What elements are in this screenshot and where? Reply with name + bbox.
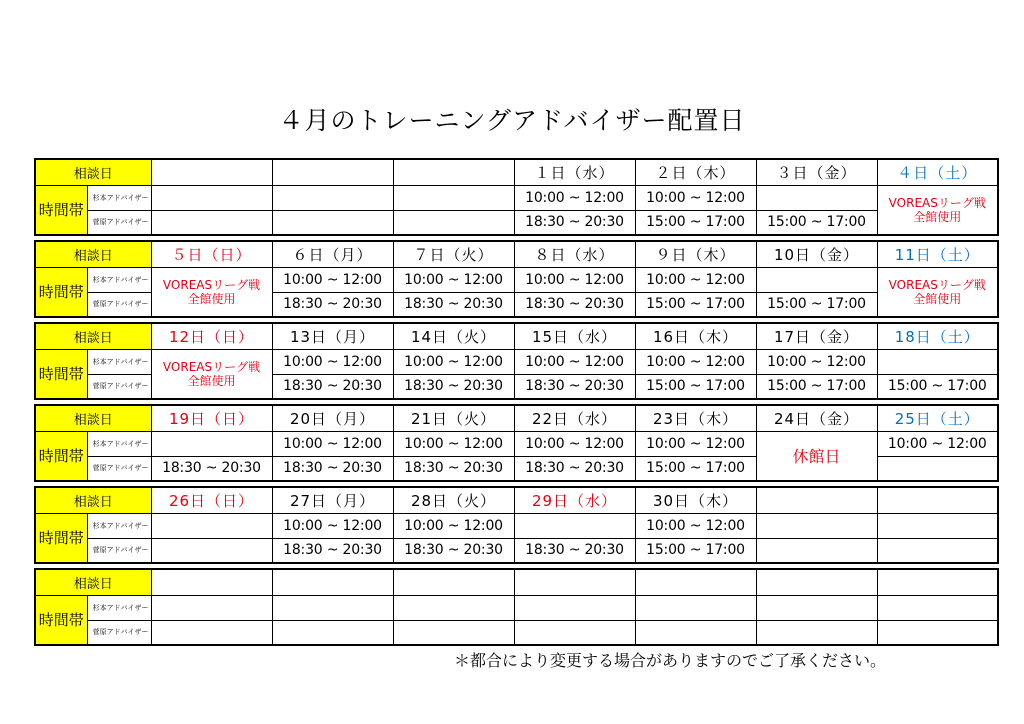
morning-slot xyxy=(272,595,393,620)
event-note xyxy=(877,185,998,235)
evening-slot: 18:30 ~ 20:30 xyxy=(393,374,514,399)
day-date: 17日（金） xyxy=(756,323,877,349)
evening-slot xyxy=(514,620,635,645)
evening-slot: 18:30 ~ 20:30 xyxy=(272,292,393,317)
time-slot-label: 時間帯 xyxy=(35,185,87,235)
day-date: 12日（日） xyxy=(151,323,272,349)
event-note xyxy=(151,349,272,399)
evening-slot xyxy=(393,210,514,235)
evening-slot xyxy=(151,210,272,235)
date-row xyxy=(35,159,998,185)
evening-slot xyxy=(272,210,393,235)
day-date xyxy=(756,487,877,513)
evening-slot: 18:30 ~ 20:30 xyxy=(514,538,635,563)
evening-slot xyxy=(151,538,272,563)
day-date: 13日（月） xyxy=(272,323,393,349)
date-row xyxy=(35,487,998,513)
evening-slot xyxy=(272,620,393,645)
morning-slot xyxy=(877,513,998,538)
event-note-line: VOREASリーグ戦 xyxy=(888,195,986,210)
date-row xyxy=(35,569,998,595)
day-date: 18日（土） xyxy=(877,323,998,349)
day-date xyxy=(272,159,393,185)
day-date xyxy=(151,569,272,595)
evening-slot xyxy=(877,620,998,645)
morning-slot: 10:00 ~ 12:00 xyxy=(393,513,514,538)
morning-slot: 10:00 ~ 12:00 xyxy=(514,349,635,374)
morning-row xyxy=(35,267,998,292)
morning-slot xyxy=(514,513,635,538)
evening-slot: 18:30 ~ 20:30 xyxy=(151,456,272,481)
morning-slot: 10:00 ~ 12:00 xyxy=(272,513,393,538)
day-date: 28日（火） xyxy=(393,487,514,513)
morning-slot xyxy=(877,349,998,374)
morning-row xyxy=(35,185,998,210)
evening-row xyxy=(35,538,998,563)
evening-slot: 18:30 ~ 20:30 xyxy=(514,292,635,317)
morning-slot: 10:00 ~ 12:00 xyxy=(635,185,756,210)
morning-slot xyxy=(514,595,635,620)
day-date: 25日（土） xyxy=(877,405,998,431)
morning-slot: 10:00 ~ 12:00 xyxy=(514,185,635,210)
consult-day-label: 相談日 xyxy=(35,487,151,513)
advisor-morning-label: 杉本アドバイザー xyxy=(87,349,151,374)
day-date: 24日（金） xyxy=(756,405,877,431)
day-date: ７日（火） xyxy=(393,241,514,267)
day-date xyxy=(393,159,514,185)
morning-slot xyxy=(756,513,877,538)
morning-slot xyxy=(877,595,998,620)
morning-slot xyxy=(756,185,877,210)
morning-slot xyxy=(151,513,272,538)
evening-slot: 15:00 ~ 17:00 xyxy=(756,210,877,235)
day-date: ２日（木） xyxy=(635,159,756,185)
evening-slot: 15:00 ~ 17:00 xyxy=(635,292,756,317)
evening-slot: 15:00 ~ 17:00 xyxy=(635,374,756,399)
time-slot-label: 時間帯 xyxy=(35,349,87,399)
event-note-line: VOREASリーグ戦 xyxy=(162,277,261,292)
day-date: 22日（水） xyxy=(514,405,635,431)
day-date: ８日（水） xyxy=(514,241,635,267)
evening-slot: 18:30 ~ 20:30 xyxy=(272,456,393,481)
event-note-line: 全館使用 xyxy=(187,291,236,306)
evening-slot: 15:00 ~ 17:00 xyxy=(635,538,756,563)
evening-slot: 18:30 ~ 20:30 xyxy=(514,374,635,399)
day-date: １日（水） xyxy=(514,159,635,185)
evening-slot xyxy=(393,620,514,645)
morning-slot xyxy=(151,431,272,456)
evening-slot: 18:30 ~ 20:30 xyxy=(272,374,393,399)
evening-slot: 18:30 ~ 20:30 xyxy=(514,210,635,235)
morning-slot: 10:00 ~ 12:00 xyxy=(635,349,756,374)
week-table xyxy=(34,486,999,564)
morning-slot xyxy=(756,595,877,620)
day-date: 26日（日） xyxy=(151,487,272,513)
advisor-evening-label: 菅原アドバイザー xyxy=(87,538,151,563)
morning-slot xyxy=(151,595,272,620)
week-table xyxy=(34,158,999,236)
day-date: ６日（月） xyxy=(272,241,393,267)
event-note xyxy=(151,267,272,317)
day-date: 16日（木） xyxy=(635,323,756,349)
consult-day-label: 相談日 xyxy=(35,241,151,267)
evening-slot xyxy=(151,620,272,645)
closed-day: 休館日 xyxy=(756,431,877,481)
consult-day-label: 相談日 xyxy=(35,569,151,595)
morning-slot: 10:00 ~ 12:00 xyxy=(393,431,514,456)
evening-slot: 15:00 ~ 17:00 xyxy=(877,374,998,399)
advisor-morning-label: 杉本アドバイザー xyxy=(87,595,151,620)
evening-slot: 15:00 ~ 17:00 xyxy=(635,456,756,481)
evening-row xyxy=(35,210,998,235)
evening-slot xyxy=(756,620,877,645)
advisor-morning-label: 杉本アドバイザー xyxy=(87,267,151,292)
week-table xyxy=(34,404,999,482)
week-table xyxy=(34,322,999,400)
day-date: 29日（水） xyxy=(514,487,635,513)
morning-slot: 10:00 ~ 12:00 xyxy=(514,431,635,456)
day-date xyxy=(756,569,877,595)
day-date xyxy=(393,569,514,595)
advisor-morning-label: 杉本アドバイザー xyxy=(87,513,151,538)
morning-slot xyxy=(151,185,272,210)
evening-slot xyxy=(756,538,877,563)
day-date: 21日（火） xyxy=(393,405,514,431)
morning-row xyxy=(35,513,998,538)
morning-row xyxy=(35,431,998,456)
advisor-evening-label: 菅原アドバイザー xyxy=(87,620,151,645)
date-row xyxy=(35,323,998,349)
day-date: ５日（日） xyxy=(151,241,272,267)
evening-slot: 18:30 ~ 20:30 xyxy=(393,538,514,563)
advisor-evening-label: 菅原アドバイザー xyxy=(87,374,151,399)
morning-slot: 10:00 ~ 12:00 xyxy=(877,431,998,456)
morning-slot: 10:00 ~ 12:00 xyxy=(272,349,393,374)
event-note xyxy=(877,267,998,317)
evening-slot xyxy=(877,538,998,563)
evening-slot: 18:30 ~ 20:30 xyxy=(393,456,514,481)
evening-slot: 15:00 ~ 17:00 xyxy=(635,210,756,235)
morning-slot xyxy=(756,267,877,292)
morning-slot: 10:00 ~ 12:00 xyxy=(272,431,393,456)
date-row xyxy=(35,405,998,431)
advisor-evening-label: 菅原アドバイザー xyxy=(87,210,151,235)
morning-slot xyxy=(393,185,514,210)
day-date xyxy=(635,569,756,595)
day-date: 27日（月） xyxy=(272,487,393,513)
advisor-evening-label: 菅原アドバイザー xyxy=(87,456,151,481)
day-date: ３日（金） xyxy=(756,159,877,185)
morning-slot: 10:00 ~ 12:00 xyxy=(514,267,635,292)
day-date: 14日（火） xyxy=(393,323,514,349)
week-table xyxy=(34,568,999,646)
day-date xyxy=(514,569,635,595)
morning-slot: 10:00 ~ 12:00 xyxy=(635,267,756,292)
time-slot-label: 時間帯 xyxy=(35,431,87,481)
day-date xyxy=(151,159,272,185)
advisor-morning-label: 杉本アドバイザー xyxy=(87,185,151,210)
morning-slot: 10:00 ~ 12:00 xyxy=(272,267,393,292)
event-note-line: VOREASリーグ戦 xyxy=(888,277,986,292)
consult-day-label: 相談日 xyxy=(35,405,151,431)
morning-slot xyxy=(393,595,514,620)
evening-slot xyxy=(635,620,756,645)
morning-slot xyxy=(272,185,393,210)
page-title: ４月のトレーニングアドバイザー配置日 xyxy=(278,106,746,135)
evening-slot: 18:30 ~ 20:30 xyxy=(272,538,393,563)
morning-slot: 10:00 ~ 12:00 xyxy=(635,513,756,538)
event-note-line: VOREASリーグ戦 xyxy=(162,359,261,374)
morning-slot xyxy=(635,595,756,620)
day-date: 30日（木） xyxy=(635,487,756,513)
evening-slot xyxy=(877,456,998,481)
day-date: 23日（木） xyxy=(635,405,756,431)
consult-day-label: 相談日 xyxy=(35,323,151,349)
morning-slot: 10:00 ~ 12:00 xyxy=(635,431,756,456)
day-date xyxy=(272,569,393,595)
time-slot-label: 時間帯 xyxy=(35,267,87,317)
day-date xyxy=(877,487,998,513)
morning-slot: 10:00 ~ 12:00 xyxy=(393,267,514,292)
day-date: ４日（土） xyxy=(877,159,998,185)
morning-slot: 10:00 ~ 12:00 xyxy=(756,349,877,374)
day-date: 19日（日） xyxy=(151,405,272,431)
evening-slot: 15:00 ~ 17:00 xyxy=(756,374,877,399)
evening-slot: 18:30 ~ 20:30 xyxy=(393,292,514,317)
day-date: 15日（水） xyxy=(514,323,635,349)
day-date: 11日（土） xyxy=(877,241,998,267)
evening-row xyxy=(35,620,998,645)
time-slot-label: 時間帯 xyxy=(35,595,87,645)
evening-slot: 15:00 ~ 17:00 xyxy=(756,292,877,317)
day-date: 20日（月） xyxy=(272,405,393,431)
day-date: 10日（金） xyxy=(756,241,877,267)
morning-row xyxy=(35,595,998,620)
footnote: ＊都合により変更する場合がありますのでご了承ください。 xyxy=(454,651,887,670)
date-row xyxy=(35,241,998,267)
week-table xyxy=(34,240,999,318)
event-note-line: 全館使用 xyxy=(187,373,236,388)
event-note-line: 全館使用 xyxy=(913,291,962,306)
advisor-morning-label: 杉本アドバイザー xyxy=(87,431,151,456)
advisor-evening-label: 菅原アドバイザー xyxy=(87,292,151,317)
evening-slot: 18:30 ~ 20:30 xyxy=(514,456,635,481)
consult-day-label: 相談日 xyxy=(35,159,151,185)
day-date: ９日（木） xyxy=(635,241,756,267)
time-slot-label: 時間帯 xyxy=(35,513,87,563)
morning-slot: 10:00 ~ 12:00 xyxy=(393,349,514,374)
event-note-line: 全館使用 xyxy=(913,209,962,224)
morning-row xyxy=(35,349,998,374)
day-date xyxy=(877,569,998,595)
